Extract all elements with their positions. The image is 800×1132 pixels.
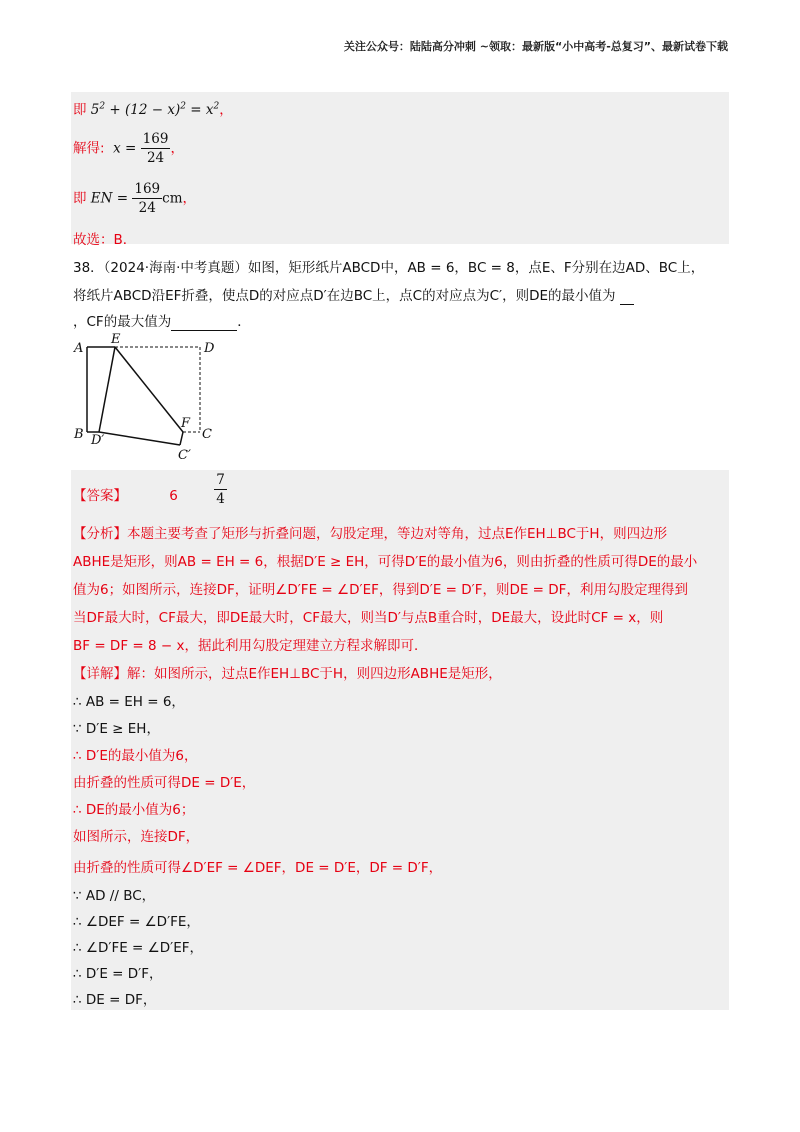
answer-blank-1[interactable]	[620, 288, 634, 305]
prev-comma-2: ，	[170, 140, 184, 157]
edge-D'C'	[99, 432, 180, 445]
answer-line	[73, 471, 227, 508]
analysis-label: 【分析】	[73, 526, 127, 542]
question-38-line3-text: ，CF的最大值为	[73, 314, 172, 330]
label-C: C	[202, 427, 212, 442]
prev-l3-prefix: 即	[73, 190, 87, 207]
detail-line9: ∵ AD // BC，	[73, 888, 156, 904]
prev-l1-prefix: 即	[73, 102, 87, 118]
analysis-l1: 本题主要考查了矩形与折叠问题，勾股定理，等边对等角，过点E作EH⊥BC于H，则四边形	[127, 526, 668, 542]
detail-line5: 由折叠的性质可得DE = D′E，	[73, 775, 256, 791]
answer-frac-num: 7	[216, 471, 225, 488]
answer-frac	[214, 471, 227, 508]
detail-line13: ∴ DE = DF，	[73, 992, 157, 1008]
detail-l1: 解：如图所示，过点E作EH⊥BC于H，则四边形ABHE是矩形，	[127, 666, 502, 682]
prev-comma: ，	[219, 102, 233, 118]
detail-label: 【详解】	[73, 666, 127, 682]
label-E: E	[111, 332, 121, 347]
analysis-line1	[73, 522, 725, 542]
edge-EF	[115, 347, 183, 432]
detail-line1	[73, 662, 502, 682]
prev-unit: cm	[162, 190, 183, 207]
prev-en-den: 24	[138, 200, 156, 216]
label-B: B	[74, 427, 84, 442]
analysis-line5: BF = DF = 8 − x，据此利用勾股定理建立方程求解即可．	[73, 638, 428, 654]
detail-line4: ∴ D′E的最小值为6，	[73, 748, 198, 764]
prev-comma-3: ，	[182, 190, 197, 207]
detail-line8: 由折叠的性质可得∠D′EF = ∠DEF，DE = D′E，DF = D′F，	[73, 860, 443, 876]
answer-frac-den: 4	[216, 490, 225, 507]
detail-line10: ∴ ∠DEF = ∠D′FE，	[73, 914, 200, 930]
label-Dp: D′	[91, 433, 105, 448]
edge-ED'	[99, 347, 115, 432]
label-Cp: C′	[178, 448, 191, 462]
label-F: F	[181, 416, 191, 431]
detail-line6: ∴ DE的最小值为6；	[73, 802, 195, 818]
prev-en-var: EN =	[90, 190, 129, 207]
question-38-line3	[73, 310, 251, 331]
prev-en-line	[73, 180, 196, 217]
prev-x-den: 24	[146, 150, 165, 166]
detail-line2: ∴ AB = EH = 6，	[73, 694, 185, 710]
question-38-line1: 38．（2024·海南·中考真题）如图，矩形纸片ABCD中，AB = 6，BC = 8，点E、F分别在边AD、BC上，	[73, 260, 705, 276]
detail-line3: ∵ D′E ≥ EH，	[73, 721, 160, 737]
answer-label: 【答案】	[73, 488, 127, 504]
prev-x-frac	[141, 130, 171, 167]
prev-equation: $5^2 + (12 - x)^2 = x^2$	[90, 101, 220, 118]
prev-x-num: 169	[142, 131, 169, 147]
prev-solve-label: 解得:	[73, 140, 105, 157]
prev-equation-line	[73, 98, 233, 118]
question-38-line2-text: 将纸片ABCD沿EF折叠，使点D的对应点D′在边BC上，点C的对应点为C′，则DE的最小值为	[73, 288, 616, 304]
label-A: A	[74, 341, 84, 356]
prev-solve-line	[73, 130, 184, 167]
question-38-line2	[73, 284, 634, 305]
prev-choice-line: 故选：B．	[73, 232, 137, 248]
answer-blank-2[interactable]	[171, 314, 237, 331]
prev-en-frac	[132, 180, 162, 217]
label-D: D	[204, 341, 215, 356]
prev-en-num: 169	[134, 181, 161, 197]
question-38-line3-end: ．	[237, 314, 251, 330]
answer-value-1: 6	[169, 488, 178, 504]
analysis-line4: 当DF最大时，CF最大，即DE最大时，CF最大，则当D′与点B重合时，DE最大，设此时CF = x，则	[73, 610, 664, 626]
page-header: 关注公众号：陆陆高分冲刺 ~领取：最新版“小中高考-总复习”、最新试卷下载	[343, 40, 728, 53]
fold-figure	[70, 332, 230, 462]
edge-C'F	[180, 432, 183, 445]
detail-line11: ∴ ∠D′FE = ∠D′EF，	[73, 940, 203, 956]
analysis-line3: 值为6；如图所示，连接DF，证明∠D′FE = ∠D′EF，得到D′E = D′F，则DE = DF，利用勾股定理得到	[73, 582, 688, 598]
analysis-line2: ABHE是矩形，则AB = EH = 6，根据D′E ≥ EH，可得D′E的最小值为6，则由折叠的性质可得DE的最小	[73, 554, 698, 570]
detail-line12: ∴ D′E = D′F，	[73, 966, 163, 982]
prev-x-var: x =	[108, 140, 137, 157]
detail-line7: 如图所示，连接DF，	[73, 829, 200, 845]
